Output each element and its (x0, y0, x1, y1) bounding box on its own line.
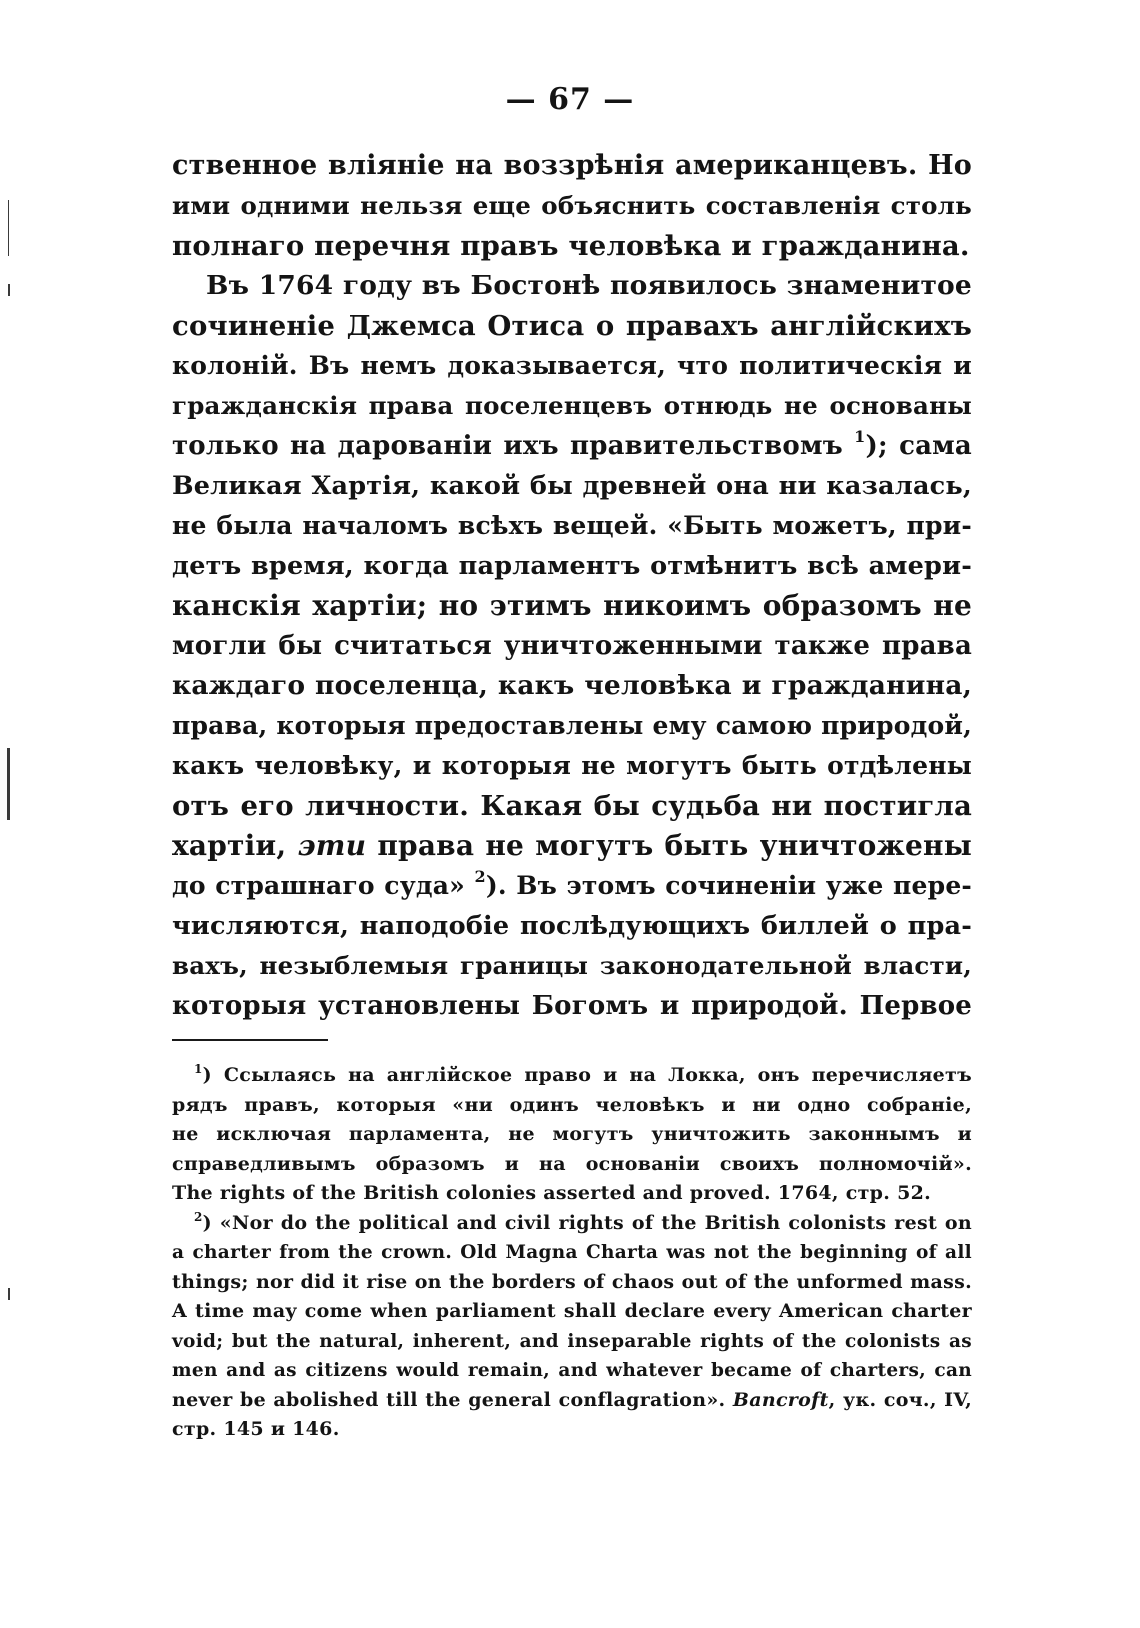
text-line: могли бы считаться уничтоженными также права (172, 631, 972, 661)
footnote-marker-2: 2 (194, 1209, 203, 1224)
text-fragment: до страшнаго суда» (172, 871, 465, 900)
text-line (172, 866, 972, 906)
text-line: Въ 1764 году въ Бостонѣ появилось знаменитое (206, 270, 972, 301)
emphasized-word: эти (297, 829, 367, 862)
text-line: ственное вліяніе на воззрѣнія американцевъ. Но (172, 150, 972, 181)
text-line: колоній. Въ немъ доказывается, что политическія и (172, 351, 972, 380)
footnote-line: void; but the natural, inherent, and inseparable rights of the colonists as (172, 1330, 972, 1352)
footnote-line (172, 1209, 972, 1239)
text-fragment: хартіи, (172, 829, 298, 862)
footnote-line (172, 1061, 972, 1091)
text-fragment: ). Въ этомъ сочиненіи уже пере- (485, 871, 972, 900)
text-line (172, 426, 972, 466)
text-line: канскія хартіи; но этимъ никоимъ образомъ не (172, 589, 972, 622)
text-fragment: ) «Nor do the political and civil rights of the British colonists rest on (202, 1211, 972, 1234)
footnote-line: A time may come when parliament shall declare every American charter (172, 1300, 972, 1322)
text-fragment: ); сама (865, 431, 972, 461)
footnote-line: справедливымъ образомъ и на основаніи своихъ полномочій». (172, 1152, 972, 1175)
footnote-line (172, 1386, 972, 1416)
footnotes (172, 1061, 972, 1445)
footnote-ref-2[interactable]: 2 (474, 867, 486, 886)
text-fragment: только на дарованіи ихъ правительствомъ (172, 431, 843, 461)
footnote-line: a charter from the crown. Old Magna Charta was not the beginning of all (172, 1242, 972, 1263)
text-line: вахъ, незыблемыя границы законодательной власти, (172, 951, 972, 980)
footnote-line: рядъ правъ, которыя «ни одинъ человѣкъ и ни одно собраніе, (172, 1093, 972, 1116)
text-line: гражданскія права поселенцевъ отнюдь не основаны (172, 391, 972, 420)
page-number: — 67 — (505, 82, 635, 117)
main-text (172, 146, 972, 1026)
emphasized-word: Bancroft (732, 1388, 829, 1411)
footnote-ref-1[interactable]: 1 (854, 427, 866, 446)
footnote-line: men and as citizens would remain, and whatever became of charters, can (172, 1360, 972, 1381)
text-line: полнаго перечня правъ человѣка и гражданина. (172, 230, 970, 262)
text-line: отъ его личности. Какая бы судьба ни постигла (172, 790, 972, 822)
scan-margin-marks (0, 0, 20, 1628)
text-line: сочиненіе Джемса Отиса о правахъ англійскихъ (172, 310, 972, 342)
footnote-line: things; nor did it rise on the borders of chaos out of the unformed mass. (172, 1270, 972, 1293)
text-line: права, которыя предоставлены ему самою природой, (172, 711, 972, 740)
text-line: каждаго поселенца, какъ человѣка и гражданина, (172, 670, 972, 701)
footnote-marker-1: 1 (194, 1062, 203, 1076)
text-line: детъ время, когда парламентъ отмѣнитъ всѣ амери- (172, 551, 972, 581)
footnote-line: не исключая парламента, не могутъ уничтожить законнымъ и (172, 1123, 972, 1145)
text-fragment: , ук. соч., IV, (828, 1388, 972, 1411)
text-line (172, 826, 972, 866)
text-fragment: never be abolished till the general conflagration». (172, 1388, 733, 1411)
text-line: не была началомъ всѣхъ вещей. «Быть можетъ, при- (172, 511, 972, 540)
footnote-divider (172, 1039, 328, 1041)
footnote-line: стр. 145 и 146. (172, 1418, 340, 1440)
text-fragment: права не могутъ быть уничтожены (366, 829, 973, 862)
text-line: ими одними нельзя еще объяснить составленія столь (172, 191, 972, 220)
text-line: какъ человѣку, и которыя не могутъ быть отдѣлены (172, 751, 972, 780)
text-line: которыя установлены Богомъ и природой. Первое (172, 991, 972, 1021)
text-line: числяются, наподобіе послѣдующихъ биллей о пра- (172, 911, 972, 941)
footnote-line: The rights of the British colonies asserted and proved. 1764, стр. 52. (172, 1182, 932, 1204)
text-fragment: ) Ссылаясь на англійское право и на Локка, онъ перечисляетъ (202, 1064, 972, 1086)
text-line: Великая Хартія, какой бы древней она ни казалась, (172, 471, 972, 501)
